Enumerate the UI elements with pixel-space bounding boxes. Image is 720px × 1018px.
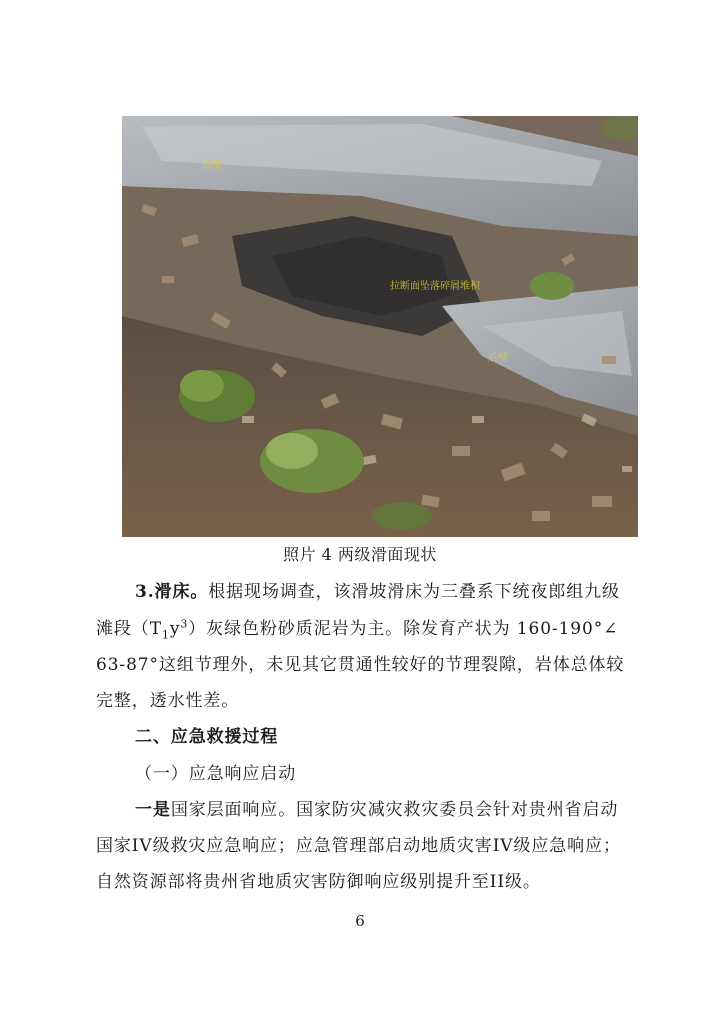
para-line1	[135, 798, 618, 822]
formula-y: y	[169, 619, 181, 639]
photo-label-rear-wall-upper: 后壁	[202, 160, 222, 171]
subsection-heading-response-start: （一）应急响应启动	[135, 764, 297, 784]
formula-sup: 3	[180, 617, 189, 631]
landslide-photo-image	[122, 116, 638, 537]
para-line1-text: 国家层面响应。国家防灾减灾救灾委员会针对贵州省启动	[170, 800, 619, 820]
section3-line2-post: ）灰绿色粉砂质泥岩为主。除发育产状为 160-190°∠	[188, 619, 619, 639]
section3-line1	[135, 580, 620, 604]
section3-line1-text: 根据现场调查，该滑坡滑床为三叠系下统夜郎组九级	[208, 582, 620, 602]
photo-label-debris-accumulation: 拉断面坠落碎屑堆积	[390, 281, 480, 292]
section3-heading: 3.滑床。	[135, 582, 209, 602]
para-lead: 一是	[135, 800, 171, 820]
section3-line2-pre: 滩段（	[96, 619, 150, 639]
landslide-photo	[122, 116, 638, 537]
section3-line4: 完整，透水性差。	[96, 691, 240, 711]
section3-line3: 63-87°这组节理外，未见其它贯通性较好的节理裂隙，岩体总体较	[96, 655, 625, 675]
page-number: 6	[355, 912, 365, 930]
photo-caption: 照片 4 两级滑面现状	[283, 545, 437, 564]
para-line3: 自然资源部将贵州省地质灾害防御响应级别提升至II级。	[96, 872, 541, 892]
stratum-formula	[149, 617, 189, 642]
formula-sub: 1	[161, 628, 170, 642]
section3-line2	[96, 617, 618, 641]
formula-t: T	[149, 619, 162, 639]
para-line2: 国家IV级救灾应急响应；应急管理部启动地质灾害IV级应急响应；	[96, 836, 621, 856]
photo-label-rear-wall-lower: 后壁	[488, 353, 508, 364]
section-heading-emergency-rescue: 二、应急救援过程	[135, 727, 279, 747]
